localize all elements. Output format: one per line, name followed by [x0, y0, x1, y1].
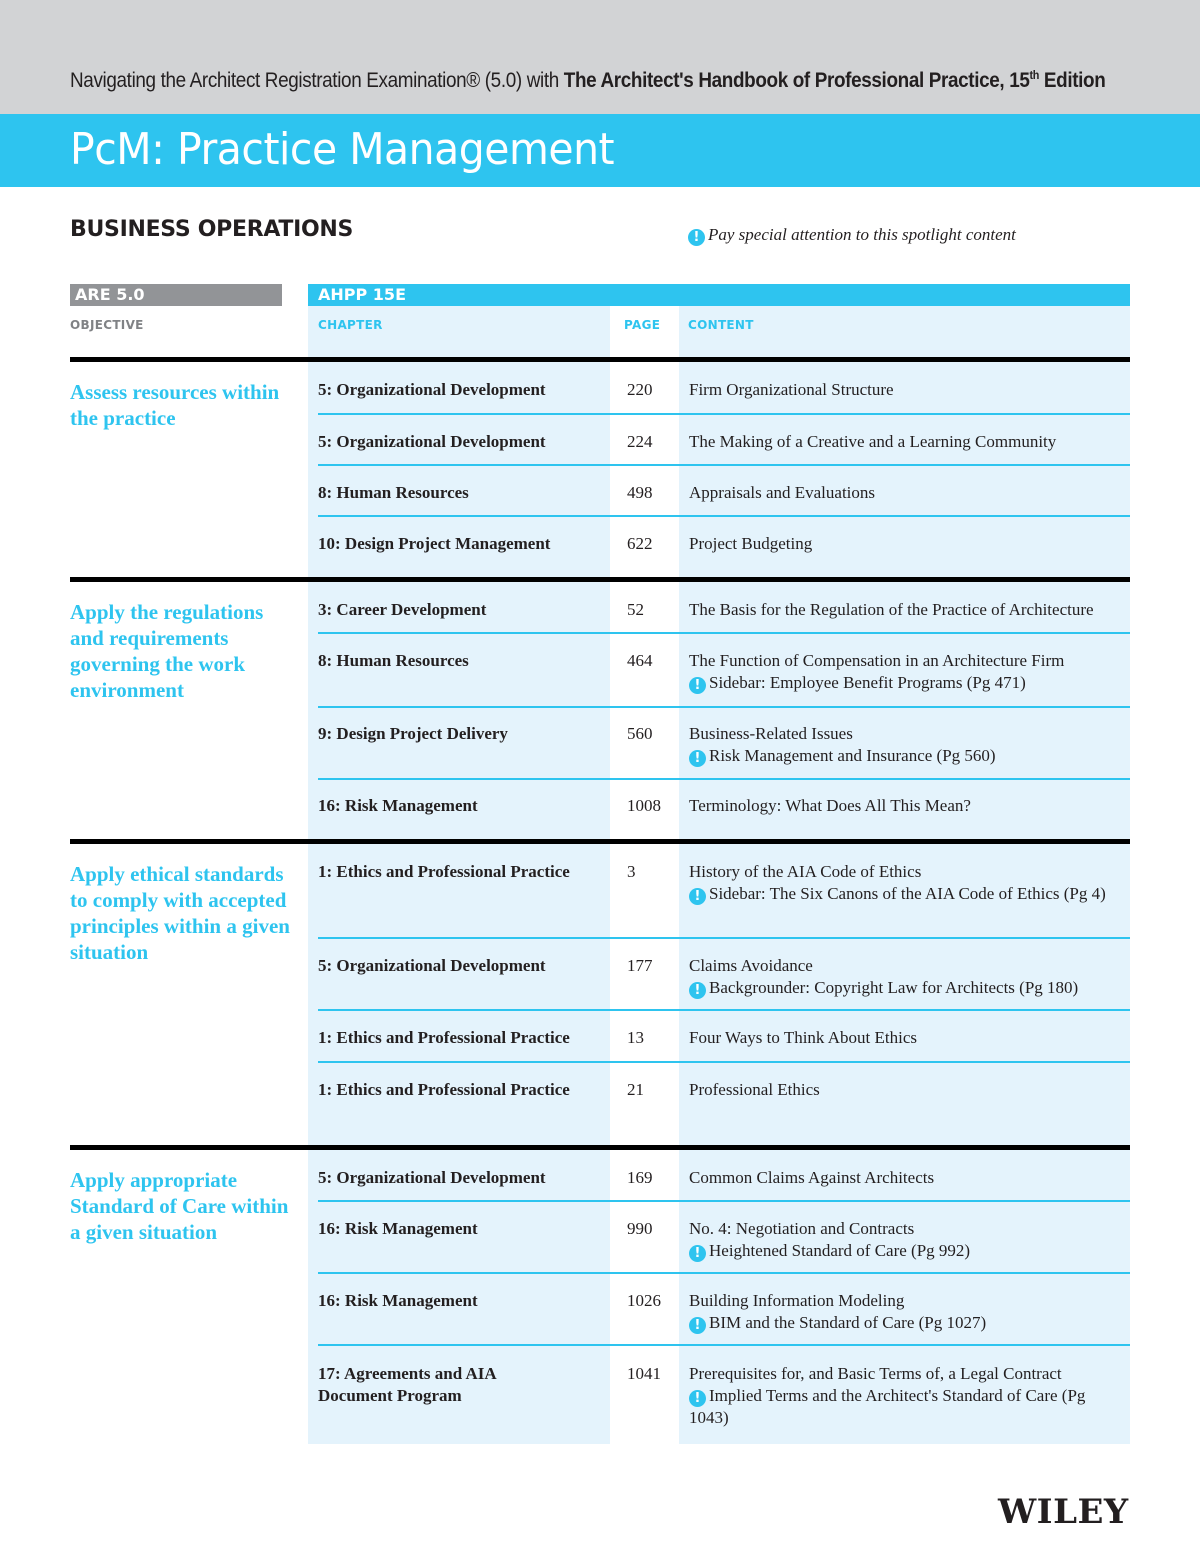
spotlight-line: ! Risk Management and Insurance (Pg 560)	[689, 745, 1129, 767]
content-cell: The Making of a Creative and a Learning Community	[689, 432, 1057, 451]
spotlight-line: ! Sidebar: The Six Canons of the AIA Code of Ethics (Pg 4)	[689, 883, 1129, 905]
column-header-page: PAGE	[624, 318, 661, 332]
row-separator	[318, 464, 1130, 466]
page-cell: 220	[627, 380, 653, 399]
page-cell: 169	[627, 1168, 653, 1187]
are-header: ARE 5.0	[70, 284, 282, 306]
content-cell: No. 4: Negotiation and Contracts ! Heightened Standard of Care (Pg 992)	[689, 1218, 1129, 1262]
content-cell: Appraisals and Evaluations	[689, 483, 876, 502]
content-cell: Project Budgeting	[689, 534, 813, 553]
spotlight-line: ! Backgrounder: Copyright Law for Architects (Pg 180)	[689, 977, 1129, 999]
content-cell: Claims Avoidance ! Backgrounder: Copyright Law for Architects (Pg 180)	[689, 955, 1129, 999]
page-cell: 177	[627, 956, 653, 975]
page-cell: 52	[627, 600, 644, 619]
row-separator	[318, 1200, 1130, 1202]
exclamation-circle-icon: !	[689, 1317, 706, 1334]
exclamation-circle-icon: !	[689, 677, 706, 694]
exclamation-circle-icon: !	[689, 888, 706, 905]
spotlight-line: ! Sidebar: Employee Benefit Programs (Pg 471)	[689, 672, 1129, 694]
page-cell: 1041	[627, 1364, 661, 1383]
page-cell: 3	[627, 862, 636, 881]
group-separator	[70, 1145, 1130, 1150]
column-header-objective: OBJECTIVE	[70, 318, 144, 332]
content-cell: Business-Related Issues ! Risk Management and Insurance (Pg 560)	[689, 723, 1129, 767]
chapter-cell: 1: Ethics and Professional Practice	[318, 1080, 570, 1099]
page-title: PcM: Practice Management	[70, 124, 615, 175]
chapter-cell: 5: Organizational Development	[318, 956, 546, 975]
page-cell: 1026	[627, 1291, 661, 1310]
chapter-cell: 1: Ethics and Professional Practice	[318, 862, 570, 881]
spotlight-line: ! Heightened Standard of Care (Pg 992)	[689, 1240, 1129, 1262]
group-separator	[70, 839, 1130, 844]
publisher-logo: WILEY	[998, 1492, 1129, 1532]
exclamation-circle-icon: !	[689, 1390, 706, 1407]
row-separator	[318, 1009, 1130, 1011]
row-separator	[318, 1344, 1130, 1346]
content-cell: Prerequisites for, and Basic Terms of, a Legal Contract ! Implied Terms and the Architect's Standard of Care (Pg 1043)	[689, 1363, 1129, 1428]
group-separator	[70, 577, 1130, 582]
chapter-cell: 16: Risk Management	[318, 796, 478, 815]
chapter-cell: 17: Agreements and AIA Document Program	[318, 1364, 496, 1405]
row-separator	[318, 413, 1130, 415]
exclamation-circle-icon: !	[689, 982, 706, 999]
chapter-cell: 5: Organizational Development	[318, 380, 546, 399]
content-cell: Common Claims Against Architects	[689, 1168, 935, 1187]
section-title: BUSINESS OPERATIONS	[70, 217, 354, 242]
objective-label: Apply the regulations and requirements governing the work environment	[70, 600, 264, 702]
spotlight-line: ! BIM and the Standard of Care (Pg 1027)	[689, 1312, 1129, 1334]
page-cell: 990	[627, 1219, 653, 1238]
chapter-cell: 16: Risk Management	[318, 1219, 478, 1238]
spotlight-legend: ! Pay special attention to this spotlight content	[688, 225, 1016, 246]
row-separator	[318, 937, 1130, 939]
page-cell: 464	[627, 651, 653, 670]
ahpp-header: AHPP 15E	[308, 284, 1130, 306]
page-cell: 224	[627, 432, 653, 451]
top-header-band	[0, 0, 1200, 114]
group-separator	[70, 357, 1130, 362]
book-subtitle: Navigating the Architect Registration Examination® (5.0) with The Architect's Handbook of Professional Practice, 15th Edition	[70, 68, 1106, 92]
page-cell: 498	[627, 483, 653, 502]
page-cell: 21	[627, 1080, 644, 1099]
row-separator	[318, 515, 1130, 517]
chapter-cell: 3: Career Development	[318, 600, 487, 619]
chapter-cell: 8: Human Resources	[318, 483, 469, 502]
row-separator	[318, 1272, 1130, 1274]
column-header-content: CONTENT	[688, 318, 754, 332]
content-cell: Four Ways to Think About Ethics	[689, 1028, 917, 1047]
row-separator	[318, 1061, 1130, 1063]
objective-label: Assess resources within the practice	[70, 380, 280, 430]
content-cell: The Basis for the Regulation of the Practice of Architecture	[689, 600, 1094, 619]
exclamation-circle-icon: !	[689, 1245, 706, 1262]
chapter-cell: 9: Design Project Delivery	[318, 724, 508, 743]
chapter-cell: 5: Organizational Development	[318, 1168, 546, 1187]
chapter-cell: 5: Organizational Development	[318, 432, 546, 451]
content-cell: Terminology: What Does All This Mean?	[689, 796, 971, 815]
content-cell: Firm Organizational Structure	[689, 380, 894, 399]
content-cell: History of the AIA Code of Ethics ! Sidebar: The Six Canons of the AIA Code of Ethics (Pg 4)	[689, 861, 1129, 905]
page-cell: 622	[627, 534, 653, 553]
page-cell: 560	[627, 724, 653, 743]
page-cell: 1008	[627, 796, 661, 815]
objective-label: Apply appropriate Standard of Care within a given situation	[70, 1168, 289, 1244]
content-cell: Building Information Modeling ! BIM and the Standard of Care (Pg 1027)	[689, 1290, 1129, 1334]
chapter-cell: 16: Risk Management	[318, 1291, 478, 1310]
chapter-cell: 8: Human Resources	[318, 651, 469, 670]
exclamation-circle-icon: !	[688, 229, 705, 246]
objective-label: Apply ethical standards to comply with accepted principles within a given situation	[70, 862, 290, 964]
content-cell: The Function of Compensation in an Architecture Firm ! Sidebar: Employee Benefit Programs (Pg 471)	[689, 650, 1129, 694]
exclamation-circle-icon: !	[689, 750, 706, 767]
column-header-chapter: CHAPTER	[318, 318, 383, 332]
row-separator	[318, 706, 1130, 708]
spotlight-line: ! Implied Terms and the Architect's Standard of Care (Pg 1043)	[689, 1385, 1086, 1427]
page-cell: 13	[627, 1028, 644, 1047]
content-cell: Professional Ethics	[689, 1080, 820, 1099]
row-separator	[318, 632, 1130, 634]
chapter-cell: 1: Ethics and Professional Practice	[318, 1028, 570, 1047]
row-separator	[318, 778, 1130, 780]
chapter-cell: 10: Design Project Management	[318, 534, 551, 553]
title-band	[0, 114, 1200, 187]
